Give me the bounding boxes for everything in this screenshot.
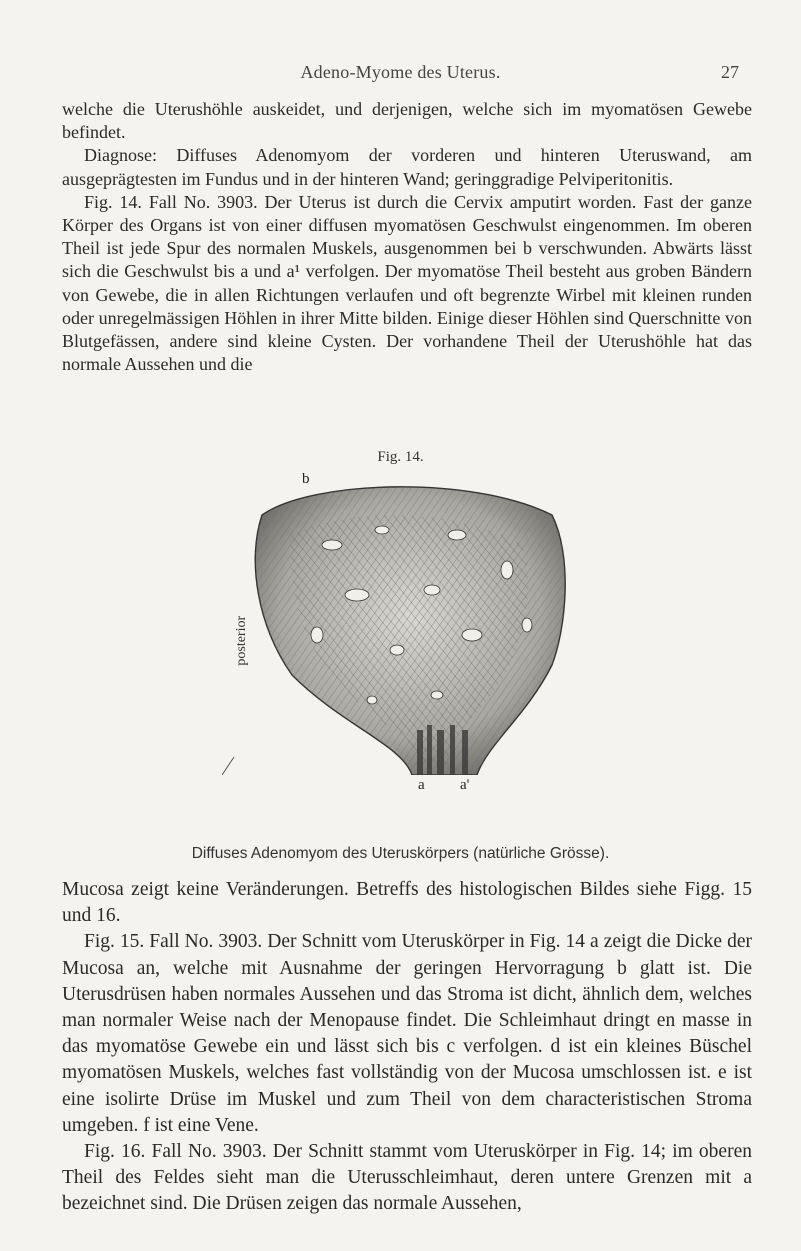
figure-illustration (222, 471, 582, 793)
page-number: 27 (721, 62, 739, 82)
paragraph: Fig. 15. Fall No. 3903. Der Schnitt vom Uteruskörper in Fig. 14 a zeigt die Dicke der Mucosa an, welche mit Ausnahme der geringen Hervorragung b glatt ist. Die Uterusdrüsen haben normales Aussehen und das Stroma ist dicht, ähnlich dem, welches man normaler Weise nach der Menopause findet. Die Schleimhaut dringt en masse in das myomatöse Gewebe ein und lässt sich bis c verfolgen. d ist ein kleines Büschel myomatösen Muskels, welches fast vollständig von der Mucosa umschlossen ist. e ist eine isolirte Drüse im Muskel und zum Theil von dem characteristischen Stroma umgeben. f ist eine Vene. (62, 931, 752, 1136)
bottom-text-block (62, 877, 752, 1218)
paragraph: Fig. 16. Fall No. 3903. Der Schnitt stammt vom Uteruskörper in Fig. 14; im oberen Theil des Feldes sieht man die Uterusschleimhaut, deren untere Grenzen mit a bezeichnet sind. Die Drüsen zeigen das normale Aussehen, (62, 1141, 752, 1215)
figure-label: Fig. 14. (377, 449, 424, 465)
figure-caption: Diffuses Adenomyom des Uteruskörpers (natürliche Grösse). (191, 845, 610, 862)
top-text-block (62, 98, 752, 376)
posterior-label (232, 615, 252, 666)
paragraph: Diagnose: Diffuses Adenomyom der vorderen und hinteren Uteruswand, am ausgeprägtesten im Fundus und in der hinteren Wand; geringgradige Pelviperitonitis. (62, 145, 752, 189)
paragraph: Fig. 14. Fall No. 3903. Der Uterus ist durch die Cervix amputirt worden. Fast der ganze Körper des Organs ist von einer diffusen myomatösen Geschwulst eingenommen. Im oberen Theil ist jede Spur des normalen Muskels, ausgenommen bei b verschwunden. Abwärts lässt sich die Geschwulst bis a und a¹ verfolgen. Der myomatöse Theil besteht aus groben Bändern von Gewebe, die in allen Richtungen verlaufen und oft begrenzte Wirbel mit kleinen runden oder unregelmässigen Höhlen in ihrer Mitte bilden. Einige dieser Höhlen sind Querschnitte von Blutgefässen, andere sind kleine Cysten. Der vorhandene Theil der Uterushöhle hat das normale Aussehen und die (62, 191, 752, 375)
paragraph: Mucosa zeigt keine Veränderungen. Betreffs des histologischen Bildes siehe Figg. 15 und 16. (62, 879, 752, 927)
paragraph: welche die Uterushöhle auskeidet, und derjenigen, welche sich im myomatösen Gewebe befindet. (62, 99, 752, 143)
marker-a-prime: a' (460, 777, 470, 793)
marker-b: b (302, 471, 310, 487)
posterior-label-text: posterior (234, 615, 250, 666)
running-head: Adeno-Myome des Uterus. (300, 62, 501, 82)
marker-a: a (418, 777, 425, 793)
uterus-section-drawing (222, 475, 582, 775)
